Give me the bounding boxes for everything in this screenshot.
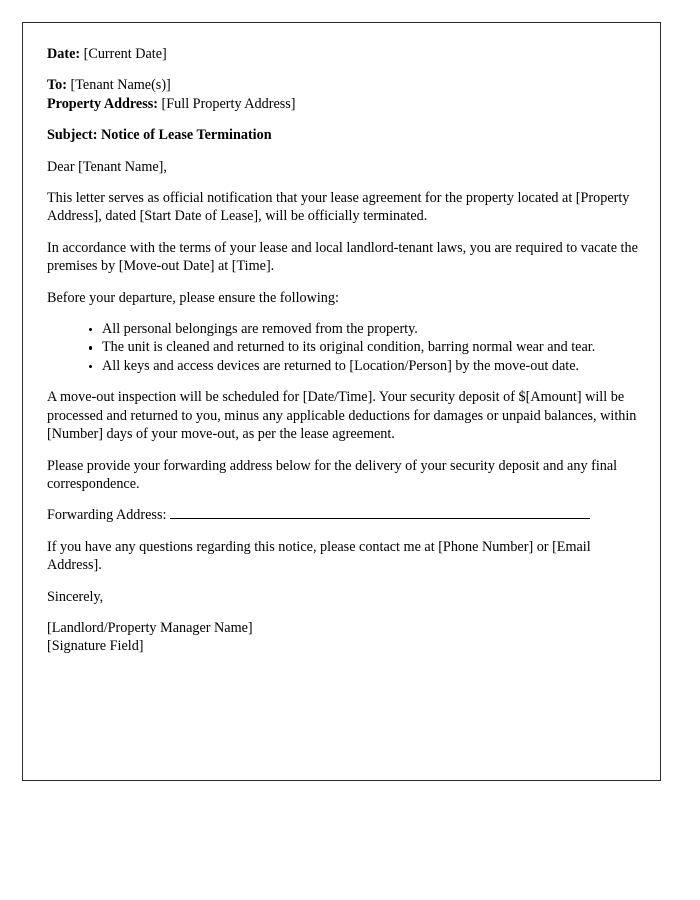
forwarding-address-row	[47, 506, 639, 524]
paragraph-vacate: In accordance with the terms of your lease and local landlord-tenant laws, you are required to vacate the premises by [Move-out Date] at [Time].	[47, 239, 638, 275]
property-address-value: [Full Property Address]	[161, 95, 296, 112]
paragraph-notification: This letter serves as official notification that your lease agreement for the property located at [Property Address], dated [Start Date of Lease], will be officially terminated.	[47, 190, 630, 225]
date-line	[47, 45, 639, 63]
date-value: [Current Date]	[83, 46, 167, 62]
list-item: All personal belongings are removed from the property.	[89, 320, 639, 338]
list-item: The unit is cleaned and returned to its original condition, barring normal wear and tear.	[89, 338, 639, 356]
subject-line: Subject: Notice of Lease Termination	[47, 127, 272, 144]
to-value: [Tenant Name(s)]	[70, 77, 171, 94]
property-address-label: Property Address:	[47, 95, 158, 112]
property-address-line	[47, 95, 639, 113]
paragraph-inspection-deposit: A move-out inspection will be scheduled for [Date/Time]. Your security deposit of $[Amount] will be processed and returned to you, minus any applicable deductions for damages or unpaid balances, within [Number] days of your move-out, as per the lease agreement.	[47, 389, 637, 443]
closing-salutation: Sincerely,	[47, 588, 104, 605]
letter-page	[22, 22, 661, 781]
letter-content	[47, 45, 639, 656]
date-label: Date:	[47, 46, 81, 62]
landlord-name: [Landlord/Property Manager Name]	[47, 619, 253, 636]
paragraph-contact: If you have any questions regarding this notice, please contact me at [Phone Number] or [Email Address].	[47, 538, 591, 574]
recipient-line	[47, 76, 639, 94]
move-out-checklist	[47, 320, 639, 375]
paragraph-checklist-intro: Before your departure, please ensure the following:	[47, 289, 339, 306]
to-label: To:	[47, 77, 67, 94]
paragraph-forwarding-request: Please provide your forwarding address below for the delivery of your security deposit and any final correspondence.	[47, 457, 618, 492]
forwarding-address-input[interactable]	[170, 507, 590, 519]
list-item: All keys and access devices are returned to [Location/Person] by the move-out date.	[89, 357, 639, 375]
salutation: Dear [Tenant Name],	[47, 158, 167, 175]
forwarding-address-label: Forwarding Address:	[47, 507, 167, 524]
signature-field: [Signature Field]	[47, 638, 144, 655]
